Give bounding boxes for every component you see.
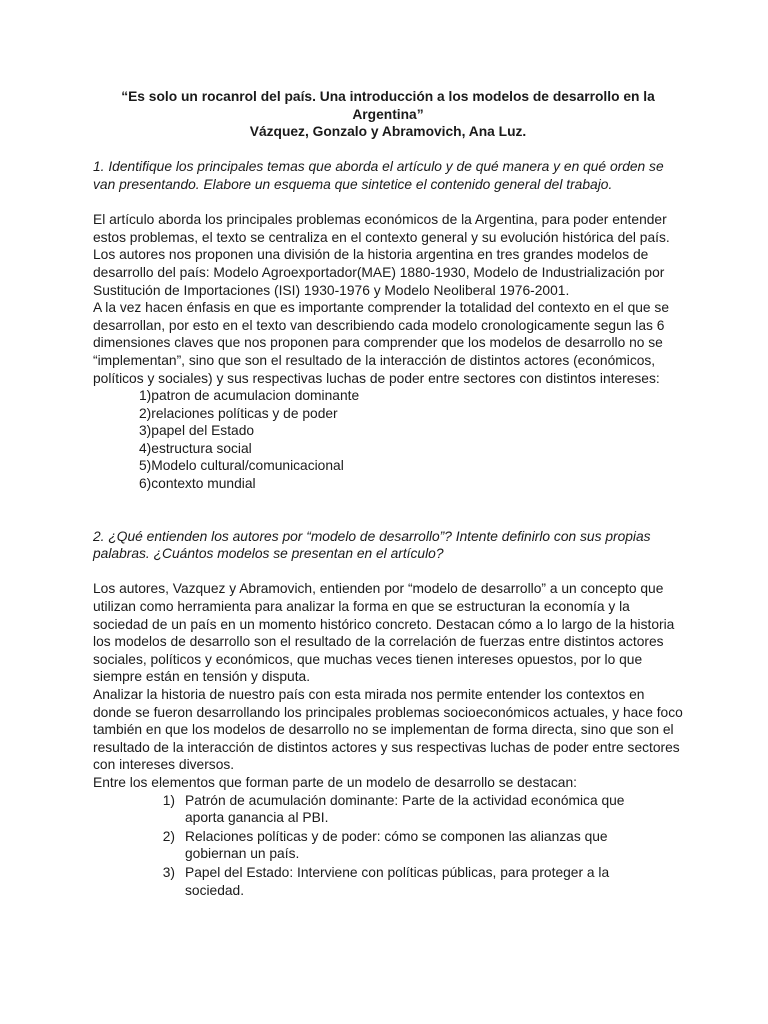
list-number: 1) xyxy=(162,792,175,808)
authors: Vázquez, Gonzalo y Abramovich, Ana Luz. xyxy=(249,124,527,140)
list-item: 2)relaciones políticas y de poder xyxy=(139,405,338,421)
answer-2-paragraph-1: Los autores, Vazquez y Abramovich, entienden por “modelo de desarrollo” a un concepto que utilizan como herramienta para analizar la forma en que se estructuran la economía y la sociedad de un país en un momento histórico concreto. Destacan cómo a lo largo de la historia los modelos de desarrollo son el resultado de la correlación de fuerzas entre distintos actores sociales, políticos y económicos, que muchas veces tienen intereses opuestos, por lo que siempre están en tensión y disputa. xyxy=(93,581,675,685)
list-item: 3)papel del Estado xyxy=(139,423,255,439)
question-2: 2. ¿Qué entienden los autores por “modelo de desarrollo”? Intente definirlo con sus propias palabras. ¿Cuántos modelos se presentan en el artículo? xyxy=(93,528,651,562)
title-text: “Es solo un rocanrol del país. Una introducción a los modelos de desarrollo en la Argentina” xyxy=(121,89,655,122)
answer-2-paragraph-2: Analizar la historia de nuestro país con esta mirada nos permite entender los contextos en donde se fueron desarrollando los principales problemas socioeconómicos actuales, y hace foco también en que los modelos de desarrollo no se implementan de forma directa, sino que son el resultado de la interacción de distintos actores y sus respectivas luchas de poder entre sectores con intereses diversos. xyxy=(93,687,683,773)
answer-1-paragraph-2: A la vez hacen énfasis en que es importante comprender la totalidad del contexto en el que se desarrollan, por esto en el texto van describiendo cada modelo cronologicamente segun las 6 dimensiones claves que nos proponen para comprender que los modelos de desarrollo no se “implementan”, sino que son el resultado de la interacción de distintos actores (económicos, políticos y sociales) y sus respectivas luchas de poder entre sectores con distintos intereses: xyxy=(93,300,670,386)
list-item: 6)contexto mundial xyxy=(139,476,256,492)
list-text: Papel del Estado: Interviene con políticas públicas, para proteger a la sociedad. xyxy=(185,864,610,898)
list-item xyxy=(93,828,683,863)
list-number: 2) xyxy=(162,828,175,844)
elements-list xyxy=(93,792,683,900)
answer-2-paragraph-3: Entre los elementos que forman parte de un modelo de desarrollo se destacan: xyxy=(93,774,577,790)
list-item: 5)Modelo cultural/comunicacional xyxy=(139,458,344,474)
list-text: Relaciones políticas y de poder: cómo se componen las alianzas que gobiernan un país. xyxy=(185,828,608,862)
list-text: Patrón de acumulación dominante: Parte de la actividad económica que aporta ganancia al PBI. xyxy=(185,792,625,826)
list-item: 1)patron de acumulacion dominante xyxy=(139,388,360,404)
list-item: 4)estructura social xyxy=(139,440,252,456)
document-title xyxy=(93,88,683,141)
document-content xyxy=(93,88,683,900)
question-1: 1. Identifique los principales temas que aborda el artículo y de qué manera y en qué orden se van presentando. Elabore un esquema que sintetice el contenido general del trabajo. xyxy=(93,159,664,192)
list-number: 3) xyxy=(162,864,175,880)
list-item xyxy=(93,864,683,899)
dimensions-list xyxy=(93,387,683,493)
answer-1-paragraph-1: El artículo aborda los principales problemas económicos de la Argentina, para poder entender estos problemas, el texto se centraliza en el contexto general y su evolución histórica del país. Los autores nos proponen una división de la historia argentina en tres grandes modelos de desarrollo del país: Modelo Agroexportador(MAE) 1880-1930, Modelo de Industrialización por Sustitución de Importaciones (ISI) 1930-1976 y Modelo Neoliberal 1976-2001. xyxy=(93,212,670,298)
list-item xyxy=(93,792,683,827)
